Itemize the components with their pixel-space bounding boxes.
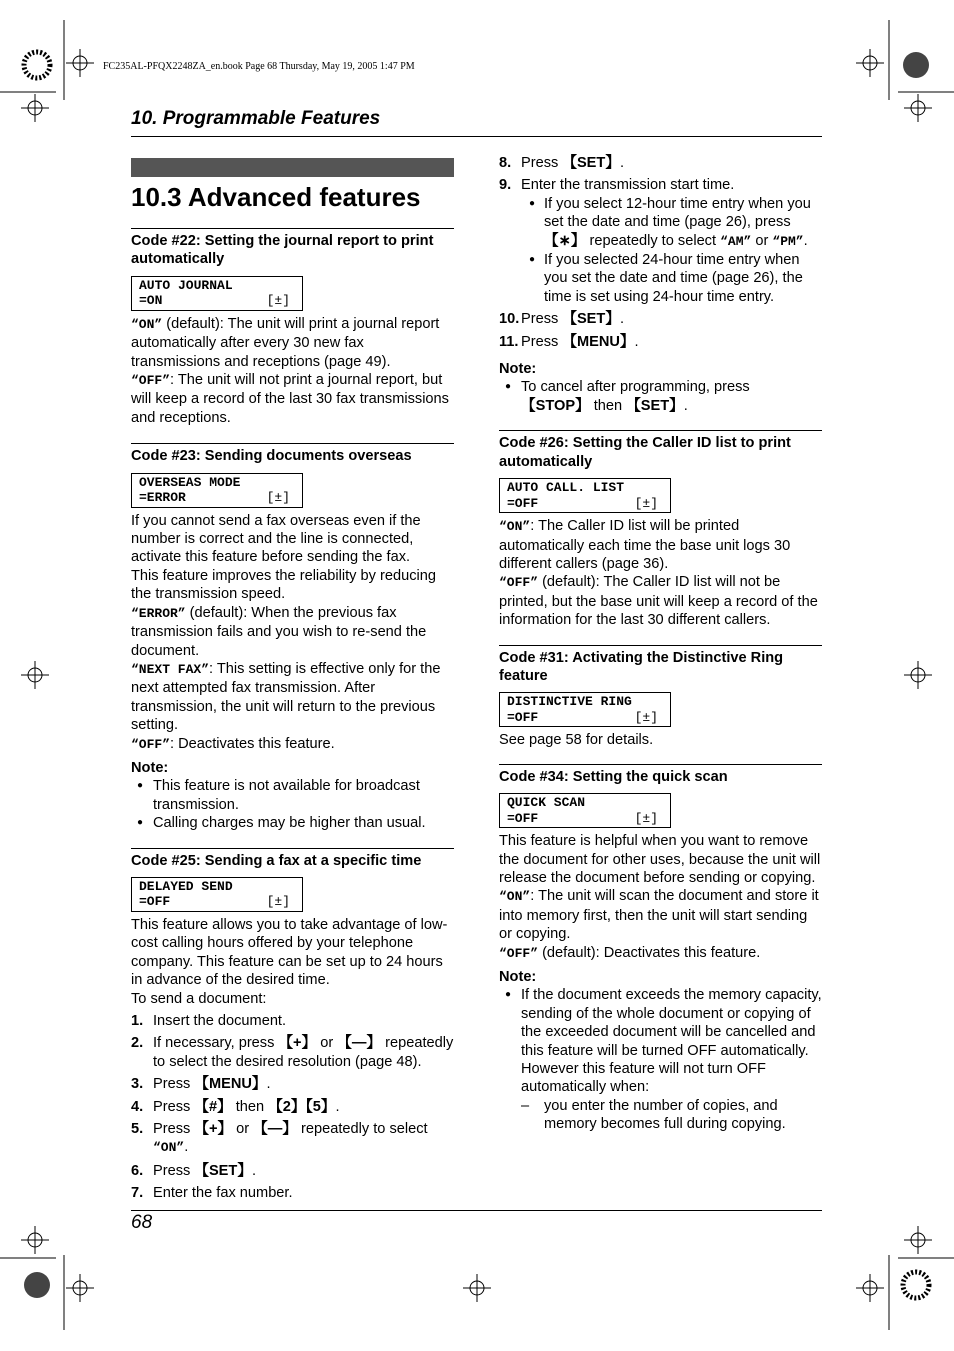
code26-lcd: AUTO CALL. LIST =OFF [±] <box>499 478 671 513</box>
minus-key-icon: 【—】 <box>337 1035 382 1052</box>
step-10: 10. Press 【SET】. <box>499 311 624 328</box>
set-button-icon: [±] <box>266 894 290 910</box>
code22-lcd: AUTO JOURNAL =ON [±] <box>131 276 303 311</box>
crosshair-mark <box>856 49 884 77</box>
code34-on-desc: “ON”: The unit will scan the document and store it into memory first, then the unit will start sending or copying. <box>499 888 819 943</box>
code31-p1: See page 58 for details. <box>499 732 654 749</box>
code23-off-desc: “OFF”: Deactivates this feature. <box>131 735 335 752</box>
page-number: 68 <box>131 1212 153 1233</box>
number-keys: 【2】【5】 <box>268 1098 336 1115</box>
code25-heading: Code #25: Sending a fax at a specific time <box>131 848 454 870</box>
code34-note-item: ● If the document exceeds the memory capacity, sending of the whole document or copying of the exceeded document will be cancelled and this feature will be turned OFF automatically. However this feature will not turn OFF automatically when: <box>499 986 822 1096</box>
color-wheel-mark <box>903 1272 929 1298</box>
set-key: 【SET】 <box>562 311 620 328</box>
set-key: 【SET】 <box>194 1162 252 1179</box>
hash-key-icon: 【#】 <box>194 1098 232 1115</box>
section-bar <box>131 158 454 177</box>
code23-p1: If you cannot send a fax overseas even if the number is correct and the line is connected, activate this feature before sending the fax. <box>131 512 421 566</box>
code34-heading: Code #34: Setting the quick scan <box>499 764 822 786</box>
code25-p2: To send a document: <box>131 990 267 1007</box>
set-key: 【SET】 <box>562 155 620 171</box>
crosshair-mark <box>21 661 49 689</box>
step-6: 6. Press 【SET】. <box>131 1162 256 1179</box>
code23-p2: This feature improves the reliability by reducing the transmission speed. <box>131 567 436 603</box>
set-button-icon: [±] <box>634 810 658 826</box>
minus-key-icon: 【—】 <box>253 1121 297 1138</box>
star-key-icon: 【∗】 <box>544 232 586 249</box>
code23-next-desc: “NEXT FAX”: This setting is effective only for the next attempted fax transmission. After transmission, the unit will return to the previous setting. <box>131 660 441 734</box>
code25-lcd: DELAYED SEND =OFF [±] <box>131 877 303 912</box>
step-1: 1. Insert the document. <box>131 1013 287 1029</box>
right-column <box>499 154 822 1134</box>
code26-off-desc: “OFF” (default): The Caller ID list will not be printed, but the base unit will keep a record of the information for the last 30 different callers. <box>499 574 818 629</box>
set-button-icon: [±] <box>634 495 658 511</box>
code23-note-label: Note: <box>131 759 169 776</box>
code31-lcd: DISTINCTIVE RING =OFF [±] <box>499 692 671 727</box>
step-4: 4. Press 【#】 then 【2】【5】. <box>131 1098 340 1115</box>
code26-heading: Code #26: Setting the Caller ID list to print automatically <box>499 430 822 471</box>
code23-lcd: OVERSEAS MODE =ERROR [±] <box>131 473 303 508</box>
crosshair-mark <box>463 1274 491 1302</box>
footer-rule <box>131 1210 822 1211</box>
code23-heading: Code #23: Sending documents overseas <box>131 443 454 465</box>
crosshair-mark <box>21 1226 49 1254</box>
left-column <box>131 158 454 1203</box>
set-key: 【SET】 <box>626 397 684 414</box>
crosshair-mark <box>904 661 932 689</box>
crosshair-mark <box>66 1274 94 1302</box>
stop-key: 【STOP】 <box>521 397 590 414</box>
code34-note-label: Note: <box>499 969 537 985</box>
plus-key-icon: 【+】 <box>278 1035 317 1052</box>
crosshair-mark <box>856 1274 884 1302</box>
code34-note-subitem: – you enter the number of copies, and memory becomes full during copying. <box>521 1097 822 1134</box>
code23-note-item: ● Calling charges may be higher than usual. <box>131 814 454 832</box>
color-wheel-mark <box>903 52 929 78</box>
step-8: 8. Press 【SET】. <box>499 155 624 171</box>
step-11: 11. Press 【MENU】. <box>499 333 639 350</box>
step-5: 5. Press 【+】 or 【—】 repeatedly to select “ON”. <box>131 1121 428 1156</box>
plus-key-icon: 【+】 <box>194 1121 233 1138</box>
code34-off-desc: “OFF” (default): Deactivates this feature. <box>499 944 761 961</box>
header-rule <box>131 136 822 137</box>
color-wheel-mark <box>24 1272 50 1298</box>
set-button-icon: [±] <box>634 709 658 725</box>
crosshair-mark <box>21 94 49 122</box>
code25-note-label: Note: <box>499 361 537 378</box>
step-9-note: ● If you selected 24-hour time entry when you set the date and time (page 26), the time is set using 24-hour time entry. <box>521 251 822 306</box>
step-2: 2. If necessary, press 【+】 or 【—】 repeatedly to select the desired resolution (page 48). <box>131 1035 454 1070</box>
set-button-icon: [±] <box>266 293 290 309</box>
file-header: FC235AL-PFQX2248ZA_en.book Page 68 Thursday, May 19, 2005 1:47 PM <box>103 61 415 72</box>
code31-heading: Code #31: Activating the Distinctive Ring feature <box>499 645 822 686</box>
code25-p1: This feature allows you to take advantage of low-cost calling hours offered by your telephone company. This feature can be set up to 24 hours in advance of the desired time. <box>131 916 448 989</box>
code34-p1: This feature is helpful when you want to remove the document for other uses, because the unit will release the document before sending or copying. <box>499 833 821 886</box>
set-button-icon: [±] <box>266 490 290 506</box>
crosshair-mark <box>904 94 932 122</box>
code26-on-desc: “ON”: The Caller ID list will be printed automatically each time the base unit logs 30 different callers (page 36). <box>499 518 791 572</box>
code22-off-desc: “OFF”: The unit will not print a journal report, but will keep a record of the last 30 fax transmissions and receptions. <box>131 372 449 426</box>
code25-note-item: ● To cancel after programming, press 【STOP】 then 【SET】. <box>499 378 822 415</box>
code23-error-desc: “ERROR” (default): When the previous fax transmission fails and you wish to re-send the document. <box>131 604 427 659</box>
step-9-note: ● If you select 12-hour time entry when you set the date and time (page 26), press 【∗】 repeatedly to select “AM” or “PM”. <box>521 195 822 251</box>
menu-key: 【MENU】 <box>562 333 635 350</box>
section-title: 10.3 Advanced features <box>131 182 421 212</box>
step-9: 9. Enter the transmission start time. <box>499 177 735 194</box>
step-7: 7. Enter the fax number. <box>131 1185 293 1202</box>
code34-lcd: QUICK SCAN =OFF [±] <box>499 793 671 828</box>
menu-key: 【MENU】 <box>194 1076 267 1093</box>
code23-note-item: ● This feature is not available for broadcast transmission. <box>131 777 454 814</box>
code22-heading: Code #22: Setting the journal report to print automatically <box>131 228 454 269</box>
crosshair-mark <box>904 1226 932 1254</box>
code22-on-desc: “ON” (default): The unit will print a journal report automatically after every 30 new fax transmissions and receptions (page 49). <box>131 315 440 370</box>
crosshair-mark <box>66 49 94 77</box>
color-wheel-mark <box>24 52 50 78</box>
step-3: 3. Press 【MENU】. <box>131 1076 271 1093</box>
chapter-title: 10. Programmable Features <box>131 108 381 129</box>
